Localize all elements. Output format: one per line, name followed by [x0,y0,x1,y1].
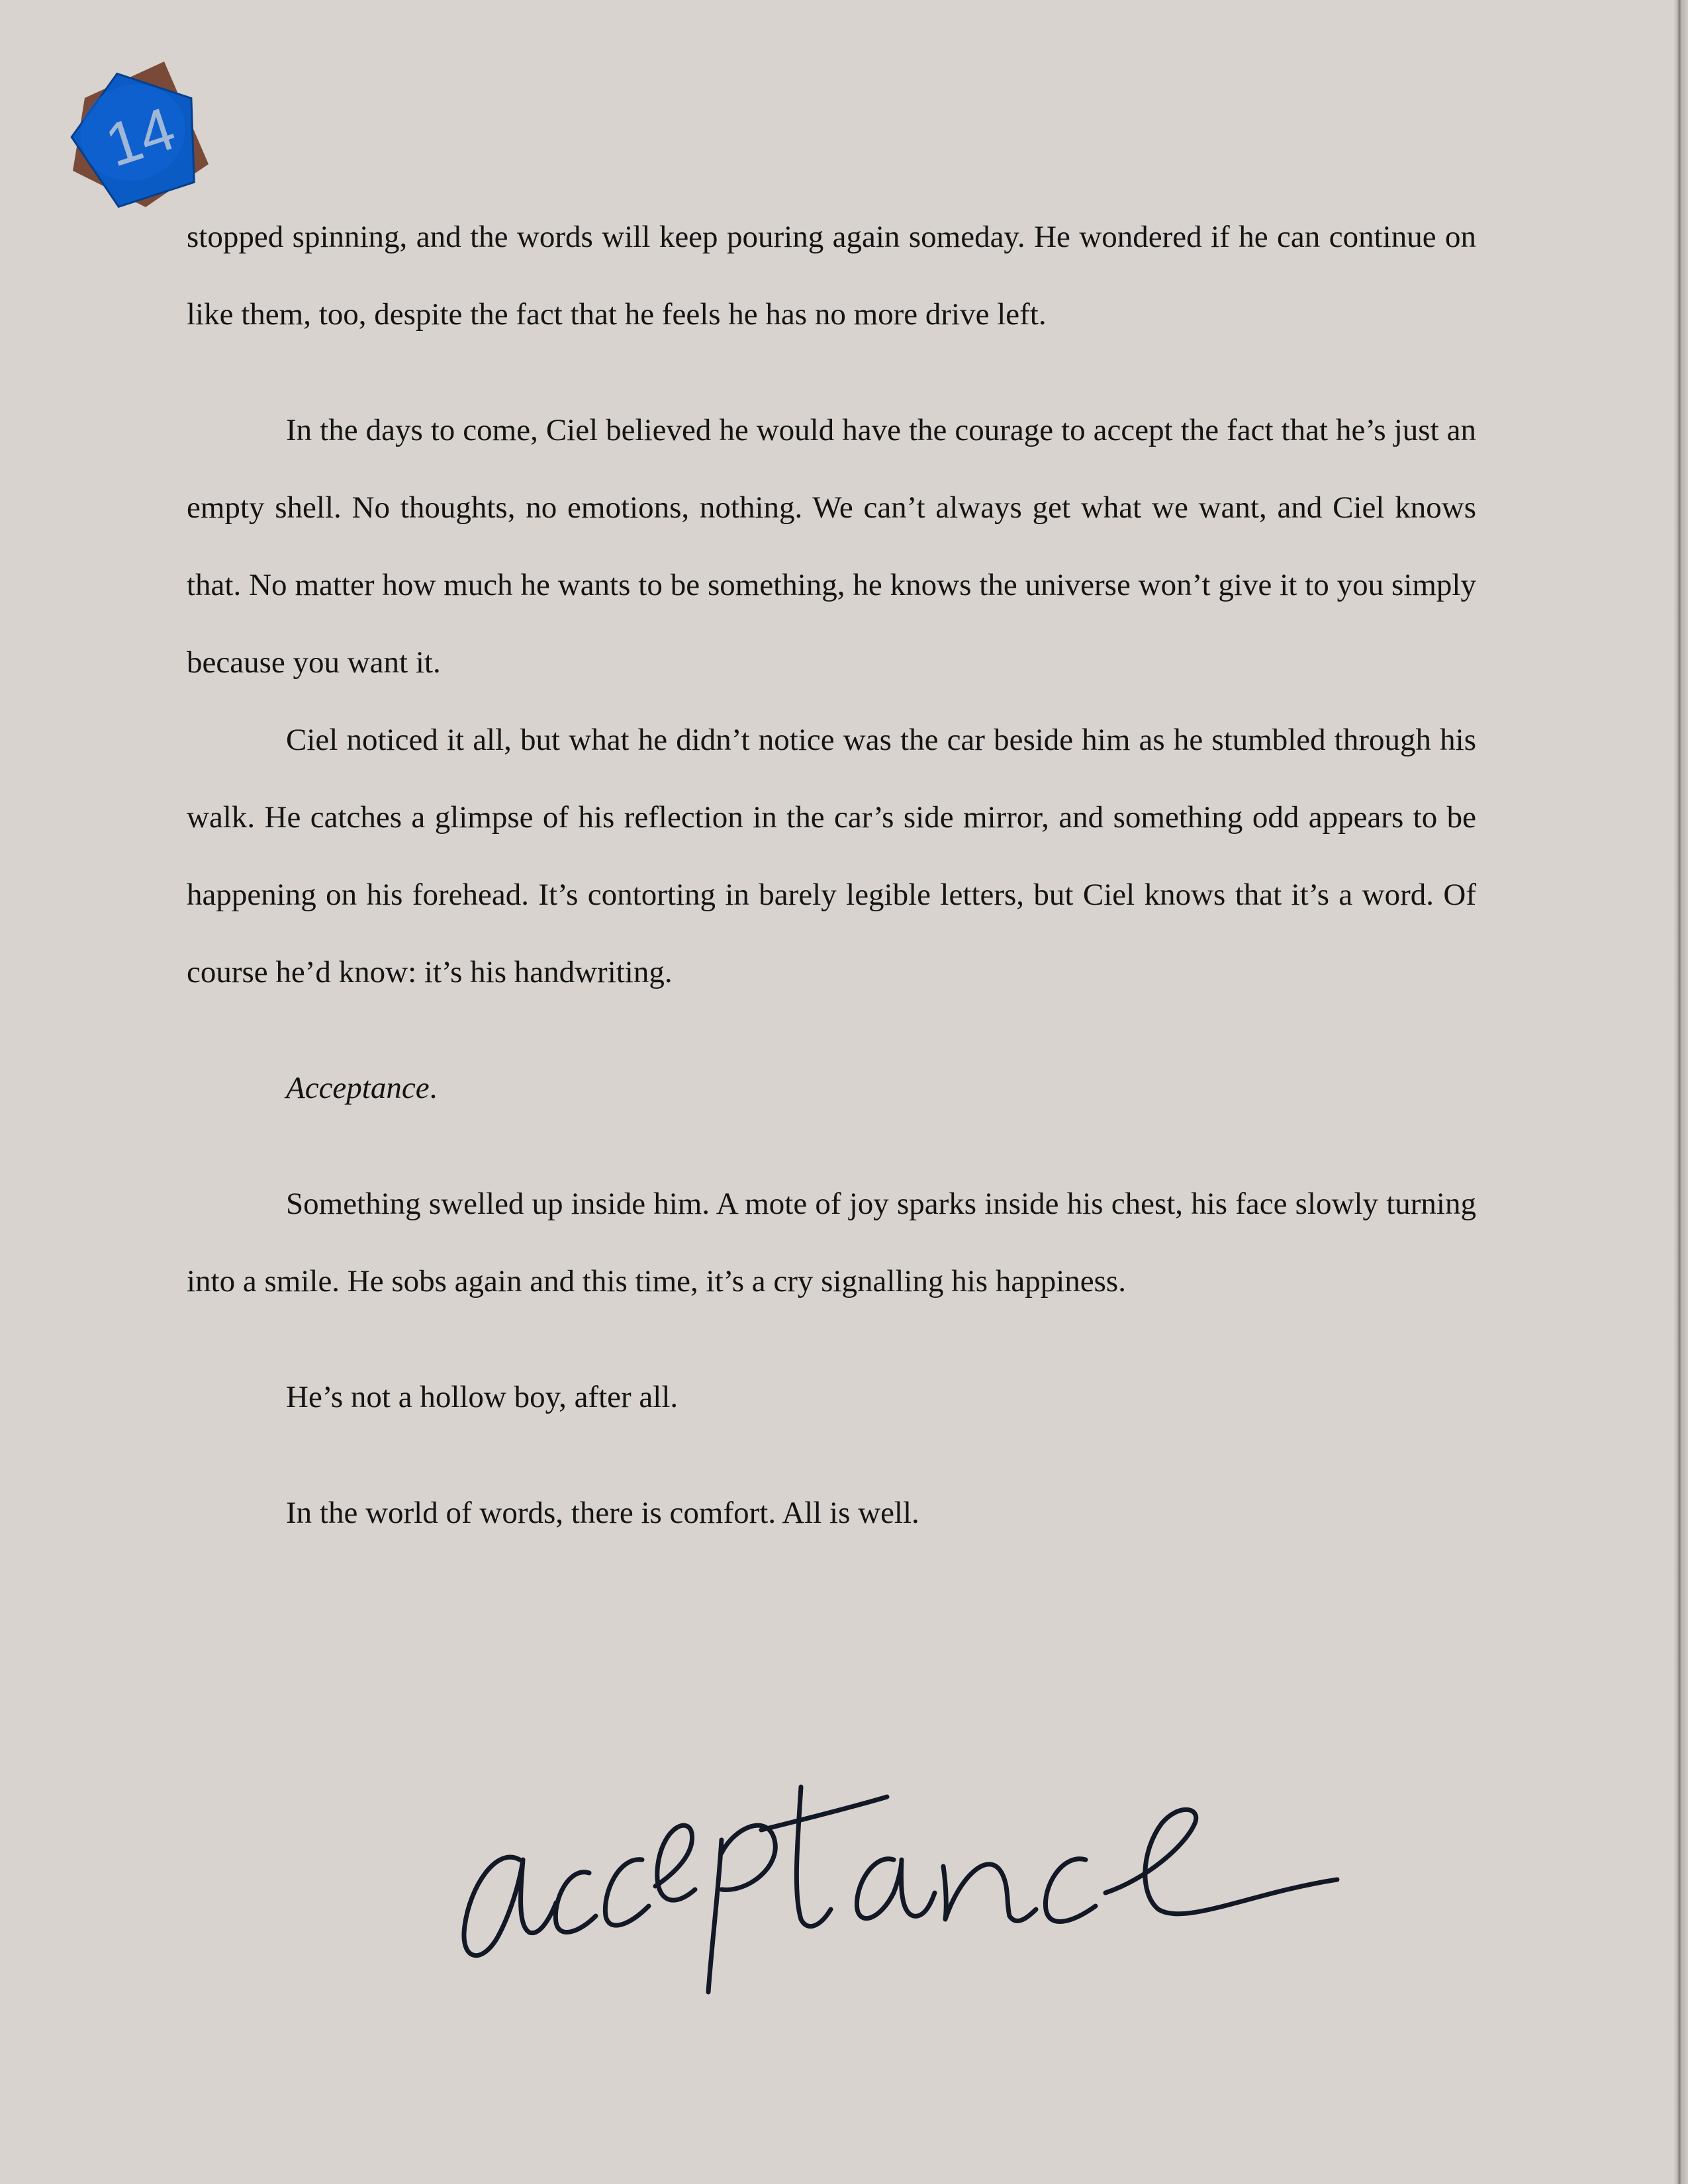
paragraph-2: In the days to come, Ciel believed he would have the courage to accept the fact that he’s just an empty shell. No thoughts, no emotions, nothing. We can’t always get what we want, and Ciel knows that. No matter how much he wants to be something, he knows the universe won’t give it to you simply because you want it. [187,413,1476,680]
paragraph-3: Ciel noticed it all, but what he didn’t notice was the car beside him as he stumbled through his walk. He catches a glimpse of his reflection in the car’s side mirror, and something odd appears to be happening on his forehead. It’s contorting in barely legible letters, but Ciel knows that it’s a word. Of course he’d know: it’s his handwriting. [187,723,1476,989]
page-number-badge [66,58,212,217]
emphasis-paragraph [187,1050,1476,1127]
handwritten-acceptance [457,1760,1436,1999]
paragraph-5: He’s not a hollow boy, after all. [286,1380,679,1414]
paragraph-6: In the world of words, there is comfort. All is well. [286,1496,919,1530]
page-edge [1673,0,1688,2184]
story-body [187,199,1476,1552]
page-number: 14 [97,94,183,180]
paragraph-4: Something swelled up inside him. A mote of joy sparks inside his chest, his face slowly turning into a smile. He sobs again and this time, it’s a cry signalling his happiness. [187,1187,1476,1298]
paragraph-1: stopped spinning, and the words will keep pouring again someday. He wondered if he can continue on like them, too, despite the fact that he feels he has no more drive left. [187,220,1476,332]
emphasis-word: Acceptance [286,1071,430,1105]
emphasis-punct: . [429,1071,438,1105]
